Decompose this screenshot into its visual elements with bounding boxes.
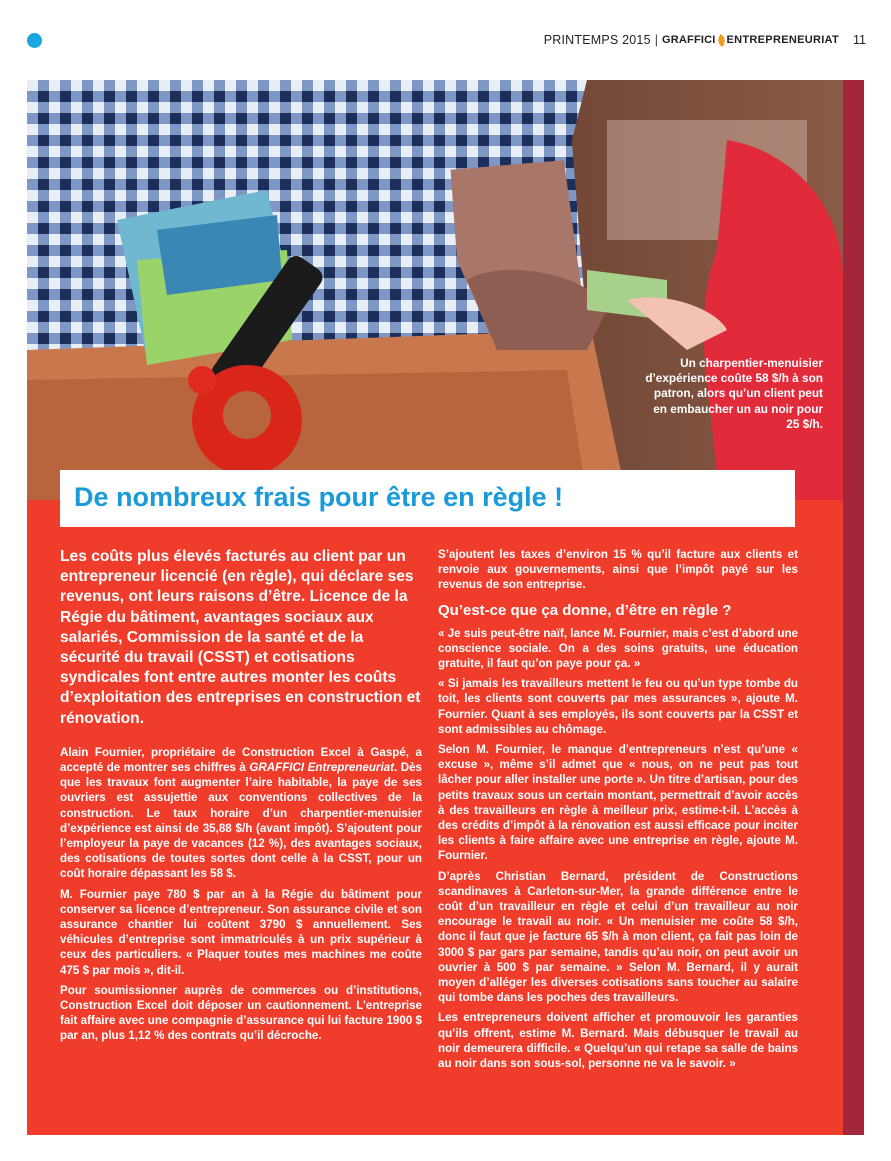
- paragraph-5: « Je suis peut-être naïf, lance M. Fournier, mais c’est d’abord une conscience sociale. On a des soins gratuits, une éducation gratuite, il faut qu’on paye pour ça. »: [438, 626, 798, 671]
- article-photo: [27, 80, 843, 500]
- paragraph-4: S’ajoutent les taxes d’environ 15 % qu’il facture aux clients et renvoie aux gouvernements, ainsi que l’impôt payé sur les revenus de son entreprise.: [438, 548, 798, 592]
- title-banner: [60, 470, 795, 527]
- section-subheading: Qu’est-ce que ça donne, d’être en règle ?: [438, 601, 732, 619]
- paragraph-1-start: Alain Fournier, propriétaire de Construction Excel à Gaspé, a accepté de montrer ses chiffres à: [60, 745, 422, 775]
- paragraph-3: Pour soumissionner auprès de commerces ou d’institutions, Construction Excel doit déposer un cautionnement. L’entreprise fait affaire avec une compagnie d’assurance qui lui facture 1900 $ par an, plus 1,12 % des contrats qu’il décroche.: [60, 983, 422, 1043]
- page-edge-strip: [843, 80, 864, 1135]
- page-number: 11: [853, 33, 866, 47]
- paragraph-7: Selon M. Fournier, le manque d’entrepreneurs n’est qu’une « excuse », même s’il admet que « nous, on ne peut pas tout lâcher pour aller installer une porte ». Un titre d’artisan, pour des petits travaux sous un certain montant, permettrait d’avoir accès à des travailleurs en règle à meilleur prix, estime-t-il. L’accès à des crédits d’impôt à la rénovation est aussi efficace pour inciter les clients à faire affaire avec une entreprise en règle, ajoute M. Fournier.: [438, 743, 798, 863]
- brand-subtitle: ENTREPRENEURIAT: [726, 34, 840, 46]
- paragraph-2: M. Fournier paye 780 $ par an à la Régie du bâtiment pour conserver sa licence d’entrepreneur. Son assurance civile et son assurance chantier lui coûtent 3790 $ annuellement. Ses véhicules d’entreprise sont immatriculés à un prix supérieur à ceux des particuliers. « Plaquer toutes mes machines me coûte 475 $ par mois », dit-il.: [60, 887, 422, 977]
- photo-illustration: [27, 80, 843, 500]
- brand-name: GRAFFICI: [661, 34, 716, 46]
- paragraph-1: [60, 745, 422, 882]
- photo-caption: Un charpentier-menuisier d’expérience coûte 58 $/h à son patron, alors qu’un client peut en embaucher un au noir pour 25 $/h.: [645, 356, 823, 431]
- article-title: De nombreux frais pour être en règle !: [74, 482, 564, 512]
- paragraph-8: D’après Christian Bernard, président de Constructions scandinaves à Carleton-sur-Mer, la grande différence entre le coût d’un travailleur en règle et celui d’un travailleur au noir encourage le travail au noir. « Un menuisier me coûte 58 $/h, donc il faut que je facture 65 $/h à mon client, ça fait pas loin de 3000 $ par gars par semaine, tandis qu’au noir, on peut avoir un ouvrier à 500 $ par semaine. » Selon M. Bernard, il y aurait moyen d’alléger les diverses cotisations sans toucher au salaire qui tombe dans les poches des travailleurs.: [438, 869, 798, 1005]
- column-right: [438, 547, 798, 1076]
- header-divider: |: [654, 33, 658, 47]
- paragraph-9: Les entrepreneurs doivent afficher et promouvoir les garanties qu’ils offrent, estime M. Bernard. Mais débusquer le travail au noir demeurera difficile. « Quelqu’un qui retape sa salle de bains au noir dans son sous-sol, personne ne va le savoir. »: [438, 1011, 798, 1071]
- magazine-name: GRAFFICI Entrepreneuriat: [249, 761, 394, 775]
- section-dot: [27, 33, 42, 48]
- article-lede: Les coûts plus élevés facturés au client par un entrepreneur licencié (en règle), qui déclare ses revenus, ont leurs raisons d’être. Licence de la Régie du bâtiment, avantages sociaux aux salariés, Commission de la santé et de la sécurité du travail (CSST) et cotisations syndicales font entre autres monter les coûts d’exploitation des entreprises en construction et rénovation.: [60, 548, 421, 727]
- running-header: [544, 33, 866, 47]
- paragraph-6: « Si jamais les travailleurs mettent le feu ou qu’un type tombe du toit, les clients sont couverts par mes assurances », ajoute M. Fournier. Quant à ses employés, ils sont couverts par la CSST et sont admissibles au chômage.: [438, 677, 798, 736]
- brand-leaf-icon: [716, 34, 726, 47]
- column-left: [60, 547, 422, 1049]
- paragraph-1-end: . Dès que les travaux font augmenter l’aire habitable, la paye de ses ouvriers est assujettie aux conventions collectives de la construction. Le taux horaire d’un charpentier-menuisier d’expérience est ainsi de 35,88 $/h (avant impôt). S’ajoutent pour l’employeur la paye de vacances (12 %), des avantages sociaux, des cotisations de toutes sortes dont celle à la CSST, pour un coût horaire dépassant les 58 $.: [60, 761, 423, 881]
- issue-season: PRINTEMPS 2015: [543, 33, 651, 47]
